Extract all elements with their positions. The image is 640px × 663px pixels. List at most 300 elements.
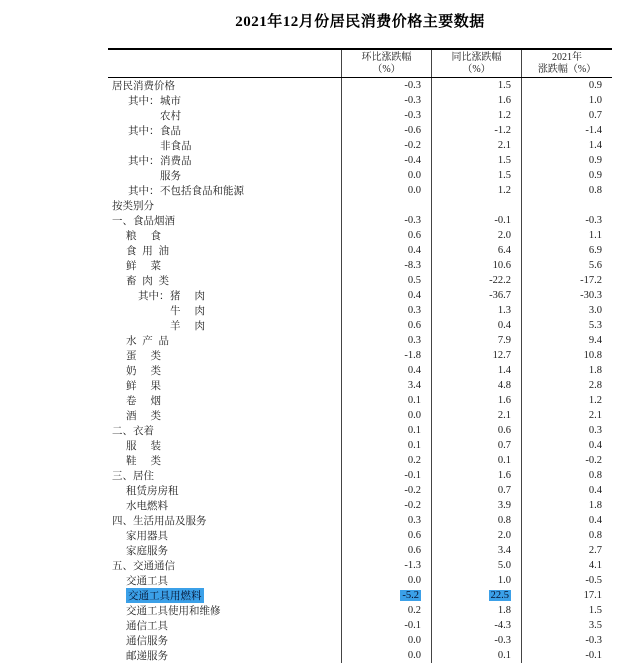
table-row	[108, 468, 612, 483]
mom-value-cell	[342, 243, 432, 258]
header-yoy-line1: 同比涨跌幅	[451, 51, 502, 63]
annual-value-cell	[522, 108, 612, 123]
row-label-cell	[108, 78, 342, 93]
yoy-value-cell	[432, 78, 522, 93]
annual-value-cell	[522, 528, 612, 543]
value-text: 0.3	[407, 335, 421, 346]
row-label: 居民消费价格	[112, 81, 175, 92]
yoy-value-cell	[432, 633, 522, 648]
value-text: 1.4	[588, 140, 602, 151]
yoy-value-cell	[432, 333, 522, 348]
value-text: 2.7	[588, 545, 602, 556]
yoy-value-cell	[432, 483, 522, 498]
header-mom-line1: 环比涨跌幅	[361, 51, 412, 63]
row-label-cell	[108, 498, 342, 513]
table-row	[108, 243, 612, 258]
annual-value-cell	[522, 588, 612, 603]
annual-value-cell	[522, 438, 612, 453]
value-text: 4.1	[588, 560, 602, 571]
value-text: -0.3	[585, 215, 602, 226]
row-label: 蛋类	[126, 351, 161, 362]
value-text: -30.3	[580, 290, 602, 301]
row-label: 鲜菜	[126, 261, 161, 272]
value-text: 5.0	[497, 560, 511, 571]
row-label: 卷烟	[126, 396, 161, 407]
annual-value-cell	[522, 483, 612, 498]
table-row	[108, 258, 612, 273]
value-text: 2.8	[588, 380, 602, 391]
value-text: 1.2	[497, 110, 511, 121]
header-cell-annual	[522, 50, 612, 77]
value-text: 1.6	[497, 395, 511, 406]
value-text: 4.8	[497, 380, 511, 391]
mom-value-cell	[342, 468, 432, 483]
row-label-cell	[108, 588, 342, 603]
value-text: 10.6	[492, 260, 511, 271]
row-label-prefix: 其中：	[138, 291, 170, 302]
table-row	[108, 438, 612, 453]
value-text: 0.3	[588, 425, 602, 436]
yoy-value-cell	[432, 438, 522, 453]
value-text: 17.1	[583, 590, 602, 601]
annual-value-cell	[522, 273, 612, 288]
value-text: -0.2	[585, 455, 602, 466]
row-label-cell	[108, 543, 342, 558]
cpi-data-table	[108, 48, 612, 662]
value-text: 6.4	[497, 245, 511, 256]
table-row	[108, 273, 612, 288]
value-text: 0.6	[407, 320, 421, 331]
yoy-value-cell	[432, 468, 522, 483]
row-label: 畜肉类	[126, 276, 169, 287]
value-text: 0.0	[407, 410, 421, 421]
mom-value-cell	[342, 378, 432, 393]
mom-value-cell	[342, 333, 432, 348]
annual-value-cell	[522, 318, 612, 333]
value-text: 1.6	[497, 95, 511, 106]
yoy-value-cell	[432, 528, 522, 543]
row-label: 羊肉	[170, 321, 205, 332]
value-text: 0.5	[407, 275, 421, 286]
mom-value-cell	[342, 588, 432, 603]
annual-value-cell	[522, 333, 612, 348]
yoy-value-cell	[432, 168, 522, 183]
value-text: 0.3	[407, 305, 421, 316]
row-label-cell	[108, 273, 342, 288]
table-row	[108, 378, 612, 393]
value-text: -1.4	[585, 125, 602, 136]
value-text: 6.9	[588, 245, 602, 256]
value-text: 2.0	[497, 230, 511, 241]
row-label: 非食品	[160, 141, 192, 152]
row-label-cell	[108, 558, 342, 573]
value-text: 1.4	[497, 365, 511, 376]
row-label: 五、交通通信	[112, 561, 175, 572]
table-row	[108, 303, 612, 318]
value-text: 0.8	[588, 185, 602, 196]
yoy-value-cell	[432, 303, 522, 318]
value-text: 3.4	[497, 545, 511, 556]
row-label-cell	[108, 243, 342, 258]
value-text: 0.4	[407, 245, 421, 256]
header-annual-line2: 涨跌幅（%）	[537, 63, 597, 75]
value-text: 1.0	[588, 95, 602, 106]
row-label-cell	[108, 573, 342, 588]
mom-value-cell	[342, 213, 432, 228]
value-text: 0.4	[588, 440, 602, 451]
table-row	[108, 153, 612, 168]
yoy-value-cell	[432, 543, 522, 558]
value-text: 7.9	[497, 335, 511, 346]
value-text: 2.1	[497, 410, 511, 421]
row-label: 粮食	[126, 231, 161, 242]
annual-value-cell	[522, 573, 612, 588]
annual-value-cell	[522, 288, 612, 303]
row-label-cell	[108, 618, 342, 633]
row-label-cell	[108, 288, 342, 303]
annual-value-cell	[522, 633, 612, 648]
row-label-cell	[108, 393, 342, 408]
value-text: 3.4	[407, 380, 421, 391]
value-text: 0.8	[588, 470, 602, 481]
yoy-value-cell	[432, 93, 522, 108]
value-text: 0.1	[407, 425, 421, 436]
table-row	[108, 168, 612, 183]
value-text: 0.6	[497, 425, 511, 436]
row-label: 酒类	[126, 411, 161, 422]
yoy-value-cell	[432, 618, 522, 633]
row-label-cell	[108, 348, 342, 363]
mom-value-cell	[342, 573, 432, 588]
value-text: 0.8	[588, 530, 602, 541]
table-row	[108, 603, 612, 618]
mom-value-cell	[342, 168, 432, 183]
mom-value-cell	[342, 603, 432, 618]
table-row	[108, 558, 612, 573]
annual-value-cell	[522, 393, 612, 408]
value-text: 10.8	[583, 350, 602, 361]
value-text: -36.7	[489, 290, 511, 301]
row-label-cell	[108, 318, 342, 333]
row-label-cell	[108, 528, 342, 543]
mom-value-cell	[342, 183, 432, 198]
table-row	[108, 483, 612, 498]
mom-value-cell	[342, 363, 432, 378]
value-text: -8.3	[404, 260, 421, 271]
value-text: 12.7	[492, 350, 511, 361]
mom-value-cell	[342, 423, 432, 438]
value-text: -0.3	[404, 110, 421, 121]
value-text: 0.9	[588, 170, 602, 181]
yoy-value-cell	[432, 153, 522, 168]
yoy-value-cell	[432, 183, 522, 198]
yoy-value-cell	[432, 213, 522, 228]
mom-value-cell	[342, 633, 432, 648]
table-row	[108, 288, 612, 303]
row-label: 服装	[126, 441, 161, 452]
value-text: -5.2	[402, 590, 419, 601]
mom-value-cell	[342, 513, 432, 528]
row-label: 家用器具	[126, 531, 168, 542]
value-text: 9.4	[588, 335, 602, 346]
value-text: 0.4	[407, 365, 421, 376]
mom-value-cell	[342, 438, 432, 453]
mom-value-cell	[342, 108, 432, 123]
table-row	[108, 108, 612, 123]
value-text: 1.6	[497, 470, 511, 481]
yoy-value-cell	[432, 393, 522, 408]
row-label: 牛肉	[170, 306, 205, 317]
row-label-cell	[108, 108, 342, 123]
table-row	[108, 648, 612, 663]
row-label: 交通工具	[126, 576, 168, 587]
header-annual-line1: 2021年	[552, 51, 582, 63]
value-text: 0.6	[407, 530, 421, 541]
mom-value-cell	[342, 543, 432, 558]
table-row	[108, 318, 612, 333]
value-text: 2.1	[497, 140, 511, 151]
value-text: 0.7	[497, 485, 511, 496]
value-text: -0.4	[404, 155, 421, 166]
row-label-cell	[108, 198, 342, 213]
yoy-value-cell	[432, 123, 522, 138]
header-mom-line2: （%）	[372, 63, 401, 75]
row-label-cell	[108, 513, 342, 528]
annual-value-cell	[522, 468, 612, 483]
table-row	[108, 198, 612, 213]
value-text: -0.3	[404, 95, 421, 106]
table-row	[108, 588, 612, 603]
row-label: 一、食品烟酒	[112, 216, 175, 227]
value-text: 0.1	[497, 455, 511, 466]
value-text: -0.5	[585, 575, 602, 586]
row-label: 消费品	[160, 156, 192, 167]
annual-value-cell	[522, 123, 612, 138]
value-text: 1.3	[497, 305, 511, 316]
mom-value-cell	[342, 273, 432, 288]
yoy-value-cell	[432, 108, 522, 123]
table-row	[108, 633, 612, 648]
yoy-value-cell	[432, 603, 522, 618]
value-text: 0.2	[407, 455, 421, 466]
annual-value-cell	[522, 423, 612, 438]
yoy-value-cell	[432, 648, 522, 663]
value-text: 0.8	[497, 515, 511, 526]
value-text: 0.4	[497, 320, 511, 331]
row-label-cell	[108, 153, 342, 168]
yoy-value-cell	[432, 558, 522, 573]
row-label-cell	[108, 633, 342, 648]
value-text: -0.1	[404, 470, 421, 481]
yoy-value-cell	[432, 198, 522, 213]
annual-value-cell	[522, 543, 612, 558]
mom-value-cell	[342, 123, 432, 138]
table-body	[108, 78, 612, 662]
value-text: 1.5	[588, 605, 602, 616]
value-text: 2.1	[588, 410, 602, 421]
row-label-prefix: 其中：	[128, 156, 160, 167]
row-label: 不包括食品和能源	[160, 186, 244, 197]
mom-value-cell	[342, 93, 432, 108]
header-cell-mom	[342, 50, 432, 77]
annual-value-cell	[522, 258, 612, 273]
table-row	[108, 498, 612, 513]
table-row	[108, 363, 612, 378]
value-text: -22.2	[489, 275, 511, 286]
annual-value-cell	[522, 183, 612, 198]
table-row	[108, 123, 612, 138]
value-text: 3.5	[588, 620, 602, 631]
table-row	[108, 228, 612, 243]
annual-value-cell	[522, 303, 612, 318]
yoy-value-cell	[432, 423, 522, 438]
row-label-cell	[108, 363, 342, 378]
yoy-value-cell	[432, 318, 522, 333]
header-cell-labels	[108, 50, 342, 77]
annual-value-cell	[522, 153, 612, 168]
row-label: 农村	[160, 111, 181, 122]
yoy-value-cell	[432, 573, 522, 588]
value-text: 1.5	[497, 155, 511, 166]
table-row	[108, 93, 612, 108]
table-row	[108, 333, 612, 348]
table-row	[108, 393, 612, 408]
row-label-cell	[108, 453, 342, 468]
row-label: 交通工具用燃料	[126, 588, 204, 603]
row-label: 通信服务	[126, 636, 168, 647]
row-label-cell	[108, 138, 342, 153]
table-row	[108, 543, 612, 558]
annual-value-cell	[522, 648, 612, 663]
value-text: 0.9	[588, 80, 602, 91]
annual-value-cell	[522, 558, 612, 573]
row-label: 鲜果	[126, 381, 161, 392]
row-label-cell	[108, 333, 342, 348]
row-label: 食用油	[126, 246, 169, 257]
mom-value-cell	[342, 303, 432, 318]
annual-value-cell	[522, 138, 612, 153]
value-text: -1.3	[404, 560, 421, 571]
annual-value-cell	[522, 363, 612, 378]
annual-value-cell	[522, 213, 612, 228]
value-text: -0.3	[404, 215, 421, 226]
annual-value-cell	[522, 93, 612, 108]
table-row	[108, 528, 612, 543]
annual-value-cell	[522, 348, 612, 363]
row-label-cell	[108, 648, 342, 663]
value-text: 1.2	[588, 395, 602, 406]
mom-value-cell	[342, 153, 432, 168]
row-label: 邮递服务	[126, 651, 168, 662]
yoy-value-cell	[432, 588, 522, 603]
value-text: 0.3	[407, 515, 421, 526]
row-label: 租赁房房租	[126, 486, 179, 497]
row-label: 水电燃料	[126, 501, 168, 512]
mom-value-cell	[342, 198, 432, 213]
annual-value-cell	[522, 78, 612, 93]
yoy-value-cell	[432, 408, 522, 423]
row-label: 猪肉	[170, 291, 205, 302]
mom-value-cell	[342, 258, 432, 273]
value-text: -17.2	[580, 275, 602, 286]
row-label: 水产品	[126, 336, 169, 347]
yoy-value-cell	[432, 363, 522, 378]
yoy-value-cell	[432, 258, 522, 273]
annual-value-cell	[522, 378, 612, 393]
page-title: 2021年12月份居民消费价格主要数据	[235, 14, 485, 30]
value-text: 0.0	[407, 635, 421, 646]
table-row	[108, 78, 612, 93]
yoy-value-cell	[432, 378, 522, 393]
value-text: 0.1	[407, 440, 421, 451]
row-label-cell	[108, 93, 342, 108]
value-text: 5.3	[588, 320, 602, 331]
value-text: 0.7	[497, 440, 511, 451]
row-label-prefix: 其中：	[128, 186, 160, 197]
yoy-value-cell	[432, 243, 522, 258]
row-label-cell	[108, 468, 342, 483]
value-text: 0.4	[407, 290, 421, 301]
mom-value-cell	[342, 528, 432, 543]
mom-value-cell	[342, 648, 432, 663]
value-text: 0.2	[407, 605, 421, 616]
row-label-prefix: 其中：	[128, 96, 160, 107]
value-text: 0.6	[407, 230, 421, 241]
row-label: 城市	[160, 96, 181, 107]
table-row	[108, 513, 612, 528]
table-row	[108, 183, 612, 198]
annual-value-cell	[522, 228, 612, 243]
row-label: 交通工具使用和维修	[126, 606, 221, 617]
annual-value-cell	[522, 198, 612, 213]
row-label: 通信工具	[126, 621, 168, 632]
row-label: 家庭服务	[126, 546, 168, 557]
table-row	[108, 138, 612, 153]
yoy-value-cell	[432, 288, 522, 303]
value-text: 5.6	[588, 260, 602, 271]
annual-value-cell	[522, 498, 612, 513]
value-text: 0.9	[588, 155, 602, 166]
row-label-cell	[108, 303, 342, 318]
yoy-value-cell	[432, 513, 522, 528]
annual-value-cell	[522, 168, 612, 183]
row-label: 奶类	[126, 366, 161, 377]
value-text: 1.2	[497, 185, 511, 196]
value-text: 1.1	[588, 230, 602, 241]
value-text: 0.0	[407, 650, 421, 661]
row-label-cell	[108, 123, 342, 138]
value-text: 1.0	[497, 575, 511, 586]
value-text: 0.4	[588, 515, 602, 526]
mom-value-cell	[342, 498, 432, 513]
annual-value-cell	[522, 603, 612, 618]
table-header-row	[108, 48, 612, 78]
value-text: 22.5	[490, 590, 509, 601]
value-text: 0.1	[497, 650, 511, 661]
row-label-prefix: 其中：	[128, 126, 160, 137]
row-label: 按类别分	[112, 201, 154, 212]
value-text: 0.6	[407, 545, 421, 556]
yoy-value-cell	[432, 348, 522, 363]
row-label-cell	[108, 603, 342, 618]
yoy-value-cell	[432, 498, 522, 513]
row-label-cell	[108, 438, 342, 453]
value-text: 1.5	[497, 80, 511, 91]
value-text: -0.1	[494, 215, 511, 226]
value-text: -4.3	[494, 620, 511, 631]
row-label: 食品	[160, 126, 181, 137]
row-label-cell	[108, 213, 342, 228]
